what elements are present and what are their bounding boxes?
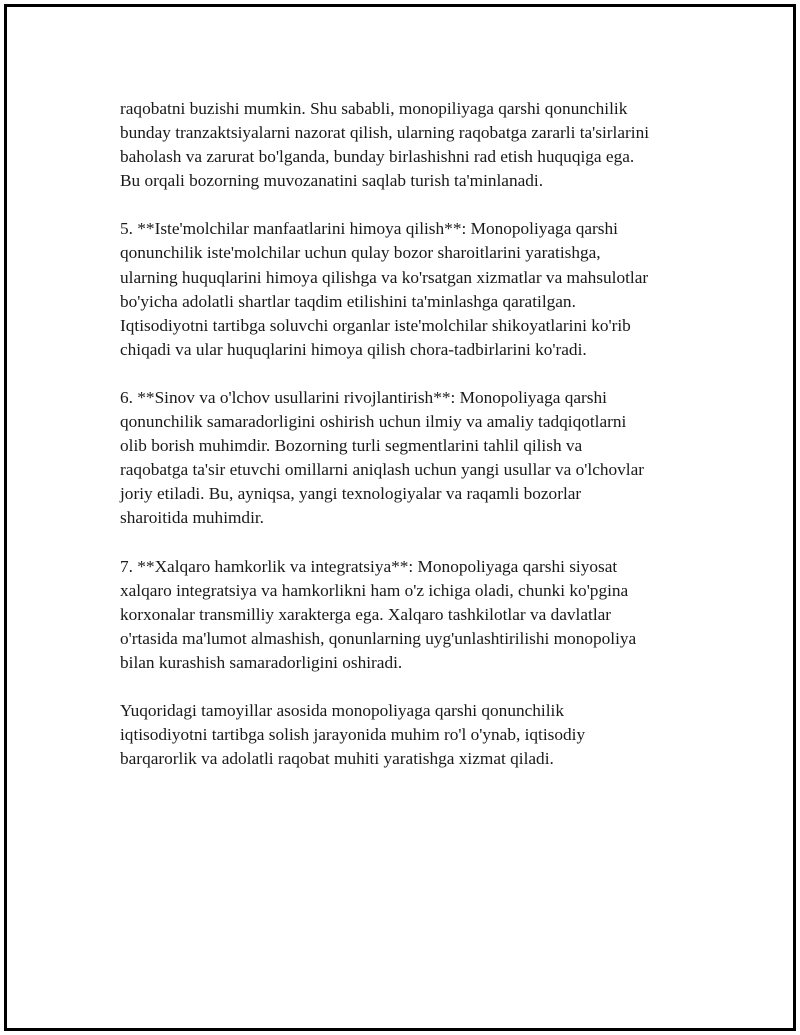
paragraph-item-6: 6. **Sinov va o'lchov usullarini rivojlantirish**: Monopoliyaga qarshi qonunchilik samaradorligini oshirish uchun ilmiy va amaliy tadqiqotlarni olib borish muhimdir. Bozorning turli segmentlarini tahlil qilish va raqobatga ta'sir etuvchi omillarni aniqlash uchun yangi usullar va o'lchovlar joriy etiladi. Bu, ayniqsa, yangi texnologiyalar va raqamli bozorlar sharoitida muhimdir. <box>120 387 645 528</box>
paragraph-item-5: 5. **Iste'molchilar manfaatlarini himoya qilish**: Monopoliyaga qarshi qonunchilik iste'molchilar uchun qulay bozor sharoitlarini yaratishga, ularning huquqlarini himoya qilishga va ko'rsatgan xizmatlar va mahsulotlar bo'yicha adolatli shartlar taqdim etilishini ta'minlashga qaratilgan. Iqtisodiyotni tartibga soluvchi organlar iste'molchilar shikoyatlarini ko'rib chiqadi va ular huquqlarini himoya qilish chora-tadbirlarini ko'radi. <box>120 219 649 359</box>
page-content <box>120 97 710 795</box>
paragraph-conclusion: Yuqoridagi tamoyillar asosida monopoliyaga qarshi qonunchilik iqtisodiyotni tartibga solish jarayonida muhim ro'l o'ynab, iqtisodiy barqarorlik va adolatli raqobat muhiti yaratishga xizmat qiladi. <box>120 700 586 769</box>
paragraph-continuation: raqobatni buzishi mumkin. Shu sababli, monopiliyaga qarshi qonunchilik bunday tranzaktsiyalarni nazorat qilish, ularning raqobatga zararli ta'sirlarini baholash va zarurat bo'lganda, bunday birlashishni rad etish huquqiga ega. Bu orqali bozorning muvozanatini saqlab turish ta'minlanadi. <box>120 99 650 191</box>
paragraph-item-7: 7. **Xalqaro hamkorlik va integratsiya**: Monopoliyaga qarshi siyosat xalqaro integratsiya va hamkorlikni ham o'z ichiga oladi, chunki ko'pgina korxonalar transmilliy xarakterga ega. Xalqaro tashkilotlar va davlatlar o'rtasida ma'lumot almashish, qonunlarning uyg'unlashtirilishi monopoliya bilan kurashish samaradorligini oshiradi. <box>120 556 637 672</box>
page-frame <box>4 4 796 1031</box>
